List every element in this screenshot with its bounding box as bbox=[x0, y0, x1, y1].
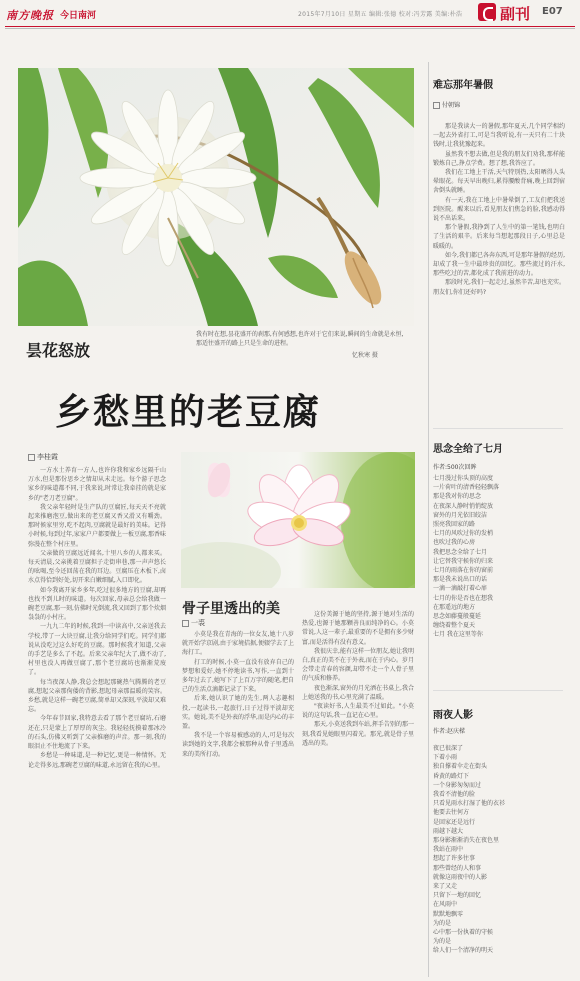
poem-line: 那是我未说出口的话 bbox=[433, 576, 488, 584]
poem-line: 七月的风吹过你的发梢 bbox=[433, 530, 494, 538]
poem-line: 也吹过我的心房 bbox=[433, 539, 476, 547]
paragraph: 那是我读大一的暑假,那年夏天,几个同学相约一起去外省打工,可是当我听说,有一天只有二十块钱时,让我犹豫起来。 bbox=[433, 123, 565, 149]
poem-line: 一片荷叶的清香轻轻飘落 bbox=[433, 484, 500, 492]
paragraph: 我很庆幸,能有这样一位朋友,她让我明白,真正的美不在于外表,而在于内心。岁月会带走青春的容颜,却带不走一个人骨子里的气质和修养。 bbox=[302, 647, 414, 683]
paragraph: 那天,小莫送我到车站,挥手告别的那一刻,我看见她眼里闪着光。那光,就是骨子里透出的美。 bbox=[302, 721, 414, 747]
poem-line: 是回家还是远行 bbox=[433, 818, 476, 826]
poem-line: 那是我对你的思念 bbox=[433, 493, 482, 501]
poem-line: 我把思念全给了七月 bbox=[433, 548, 488, 556]
paragraph: 如今我离开家乡多年,吃过很多地方的豆腐,却再也找不到儿时的味道。每次回家,母亲总会给我做一碗老豆腐,那一刻,仿佛时光倒流,我又回到了那个炊烟袅袅的小村庄。 bbox=[28, 586, 166, 622]
poem-line: 雨越下越大 bbox=[433, 827, 464, 835]
poem-line: 心中那一份执着的守候 bbox=[433, 929, 494, 937]
byline-box-icon bbox=[433, 102, 440, 109]
sidebar-article1-title: 难忘那年暑假 bbox=[433, 80, 493, 91]
poem-line: 我看不清他的脸 bbox=[433, 791, 476, 799]
paragraph: 乡愁是一种味道,是一种记忆,更是一种情怀。无论走得多远,那碗老豆腐的味道,永远留在我的心里。 bbox=[28, 752, 166, 769]
paragraph: 有一天,我在工地上中暑晕倒了,工友们把我送到医院。醒来以后,看见朋友们焦急的脸,我感动得说不出话来。 bbox=[433, 196, 565, 223]
paragraph: 父亲做的豆腐远近闻名,十里八乡的人都来买。每天清晨,父亲挑着豆腐担子走街串巷,那一声声悠长的吆喝,至今还回荡在我的耳边。豆腐压在木板下,卤水点得恰到好处,切开来白嫩细腻,入口即化。 bbox=[28, 549, 166, 585]
poem-line: 昏黄的路灯下 bbox=[433, 772, 470, 780]
article2-byline-name: 一裘 bbox=[191, 619, 205, 627]
paragraph: 一九九二年的时候,我到一中读高中,父亲送我去学校,带了一大块豆腐,让我分给同学们吃。同学们都说从没吃过这么好吃的豆腐。那时候我才知道,父亲的手艺是多么了不起。后来父亲年纪大了,做不动了,村里也没人再做豆腐了,那个老豆腐坊也渐渐荒废了。 bbox=[28, 623, 166, 677]
page-header bbox=[0, 0, 580, 28]
sidebar-divider bbox=[433, 428, 563, 429]
poem-line: 一滴一滴敲打着心扉 bbox=[433, 585, 488, 593]
paragraph: "夜读好书,人生最美不过如此。"小莫说的这句话,我一直记在心里。 bbox=[302, 703, 414, 720]
poem-line: 窗外的月光依旧皎洁 bbox=[433, 511, 488, 519]
poem-line: 为的是 bbox=[433, 919, 452, 927]
poem-line: 缠绕着整个夏天 bbox=[433, 622, 476, 630]
lotus-illustration bbox=[181, 452, 415, 588]
main-headline: 乡愁里的老豆腐 bbox=[55, 392, 322, 433]
sidebar-article1-byline-name: 付朝锦 bbox=[442, 102, 461, 109]
sidebar-article2-byline: 作者:500次回眸 bbox=[433, 464, 477, 471]
section-name: 副刊 bbox=[500, 5, 531, 23]
poem-line: 我站在雨中 bbox=[433, 846, 464, 854]
sidebar-article3-byline: 作者:赵庆樑 bbox=[433, 728, 466, 735]
paragraph: 今年春节回家,我特意去看了那个老豆腐坊,石磨还在,只是蒙上了厚厚的灰尘。我轻轻抚摸着那冰冷的石头,仿佛又听到了父亲推磨的声音。那一刻,我的眼泪止不住地流了下来。 bbox=[28, 715, 166, 751]
main-byline bbox=[28, 452, 58, 462]
article2-title: 骨子里透出的美 bbox=[182, 601, 280, 617]
epiphyllum-illustration bbox=[18, 68, 414, 326]
poem-line: 下着小雨 bbox=[433, 754, 458, 762]
paragraph: 一方水土养育一方人,也许你我和家乡远隔千山万水,但是那份思乡之情却从未走远。每个游子思念家乡的味道都不同,于我来说,时常让我牵挂的就是家乡的"老刀老豆腐"。 bbox=[28, 467, 166, 502]
article2-body-col-left bbox=[182, 630, 294, 970]
poem-line: 为的是 bbox=[433, 938, 452, 946]
photo1-caption: 我有时在想,昙花盛开的刹那,有何感想,也许对于它们来说,瞬间的生命就是永恒,那适往盛开的路上只是生命的进程。 bbox=[196, 331, 404, 347]
article2-byline bbox=[182, 618, 205, 628]
sidebar-article2-poem bbox=[433, 474, 565, 674]
photo1-title: 昙花怒放 bbox=[26, 341, 91, 360]
poem-line: 在夜深人静时悄悄绽放 bbox=[433, 502, 494, 510]
poem-line: 夜已很深了 bbox=[433, 745, 464, 752]
paragraph: 打工的时候,小莫一直没有放弃自己的梦想和爱好,她不停地读书,写作,一直到十多年过去了,她写下了上百万字的随笔,把自己的生活点滴都记录了下来。 bbox=[182, 658, 294, 694]
poem-line: 在那遥远的地方 bbox=[433, 603, 476, 611]
poem-line: 只留下一地的回忆 bbox=[433, 892, 482, 900]
header-rule bbox=[5, 26, 575, 27]
poem-line: 让它替我守候你的归来 bbox=[433, 557, 494, 565]
poem-line: 他要去往何方 bbox=[433, 809, 470, 817]
section-logo-icon bbox=[478, 3, 496, 21]
photo-epiphyllum bbox=[18, 68, 414, 326]
poem-line: 默默地飘零 bbox=[433, 910, 464, 918]
page-number: E07 bbox=[542, 6, 563, 17]
dateline: 2015年7月10日 星期五 编辑:张德 校对:冯芳露 美编:朴浩 bbox=[298, 11, 463, 18]
paragraph: 虽然我不想去做,但是我的朋友们劝我,那样能锻炼自己,挣点学费。想了想,我答应了。 bbox=[433, 150, 565, 167]
paragraph: 我父亲年轻时是生产队的豆腐匠,每天天不亮就起来推磨泡豆,做出来的老豆腐又香又滑又有嚼劲。那时候家里穷,吃不起肉,豆腐就是最好的美味。记得小时候,每到过年,家家户户都要做上一板豆腐,那香味弥漫在整个村庄里。 bbox=[28, 503, 166, 548]
paragraph: 那个暑假,我挣到了人生中的第一笔钱,也明白了生活的艰辛。后来每当想起那段日子,心里总是暖暖的。 bbox=[433, 224, 565, 250]
main-byline-name: 李桂霞 bbox=[37, 453, 58, 461]
masthead-sub: 今日南河 bbox=[60, 11, 97, 21]
poem-line: 只看见雨水打湿了他的衣衫 bbox=[433, 800, 506, 808]
poem-line: 照亮我回家的路 bbox=[433, 521, 476, 529]
poem-line: 七月漫过你头顶的高度 bbox=[433, 475, 494, 482]
poem-line: 想起了许多往事 bbox=[433, 855, 476, 863]
paragraph: 每当夜深人静,我总会想起那碗热气腾腾的老豆腐,想起父亲那佝偻的背影,想起母亲那温暖的笑容。乡愁,就是这样一碗老豆腐,简单却又深刻,平淡却又难忘。 bbox=[28, 678, 166, 714]
poem-line: 独自撑着伞走在街头 bbox=[433, 763, 488, 771]
sidebar-article2-title: 思念全给了七月 bbox=[433, 444, 503, 455]
poem-line: 给人们一个清净的明天 bbox=[433, 947, 494, 955]
paragraph: 那段时光,我们一起走过,虽然辛苦,却也充实。朋友们,你们还好吗? bbox=[433, 279, 565, 296]
article2-body-col-right bbox=[302, 610, 414, 970]
sidebar-article1-byline bbox=[433, 100, 460, 109]
paragraph: 后来,她认识了她的先生,两人志趣相投,一起读书,一起旅行,日子过得平淡却充实。她说,美不是外表的浮华,而是内心的丰盈。 bbox=[182, 695, 294, 731]
poem-line: 七月 我在这里等你 bbox=[433, 631, 483, 639]
poem-line: 七月的你是否也在想我 bbox=[433, 594, 494, 602]
sidebar-divider bbox=[433, 690, 563, 691]
main-article-body bbox=[28, 466, 166, 966]
paragraph: 这份美源于她的坚持,源于她对生活的热爱,也源于她那颗善良而纯净的心。小莫常说,人这一辈子,最重要的不是拥有多少财富,而是活得有没有意义。 bbox=[302, 611, 414, 646]
photo1-credit: 忆秋寒 摄 bbox=[352, 352, 378, 359]
poem-line: 思念如藤蔓般蔓延 bbox=[433, 613, 482, 621]
poem-line: 来了又走 bbox=[433, 883, 458, 891]
paragraph: 小莫是我在青海的一位女友,她十八岁就开始学京剧,由于家境拮据,便辍学去了上海打工。 bbox=[182, 631, 294, 657]
paragraph: 我不是一个容易被感动的人,可是每次读到她的文字,我都会被那种从骨子里透出来的美所打动。 bbox=[182, 732, 294, 758]
poem-line: 一个身影匆匆而过 bbox=[433, 781, 482, 789]
paragraph: 如今,我们都已各奔东西,可是那年暑假的经历,却成了我一生中最珍贵的回忆。那些流过的汗水,那些吃过的苦,都化成了我前进的动力。 bbox=[433, 251, 565, 278]
byline-box-icon bbox=[28, 454, 35, 461]
section-block bbox=[478, 3, 564, 25]
poem-line: 那身影渐渐消失在夜色里 bbox=[433, 837, 500, 845]
poem-line: 七月的雨落在你的窗前 bbox=[433, 567, 494, 575]
sidebar-article3-title: 雨夜人影 bbox=[433, 710, 473, 721]
header-rule-secondary bbox=[5, 28, 575, 29]
paragraph: 我们在工地上干活,天气特别热,太阳晒得人头晕眼花。每天早出晚归,累得腰酸背痛,晚上回到宿舍倒头就睡。 bbox=[433, 169, 565, 195]
poem-line: 那些曾经的人和事 bbox=[433, 864, 482, 872]
sidebar-article3-poem bbox=[433, 744, 565, 974]
poem-line: 就像这雨夜中的人影 bbox=[433, 873, 488, 881]
paragraph: 夜色渐深,窗外的月光洒在书桌上,我合上她送我的书,心里充满了温暖。 bbox=[302, 684, 414, 701]
poem-line: 在风雨中 bbox=[433, 901, 458, 909]
photo-lotus bbox=[181, 452, 415, 588]
sidebar bbox=[428, 62, 569, 977]
masthead: 南方晚报 bbox=[6, 9, 54, 22]
byline-box-icon bbox=[182, 620, 189, 627]
